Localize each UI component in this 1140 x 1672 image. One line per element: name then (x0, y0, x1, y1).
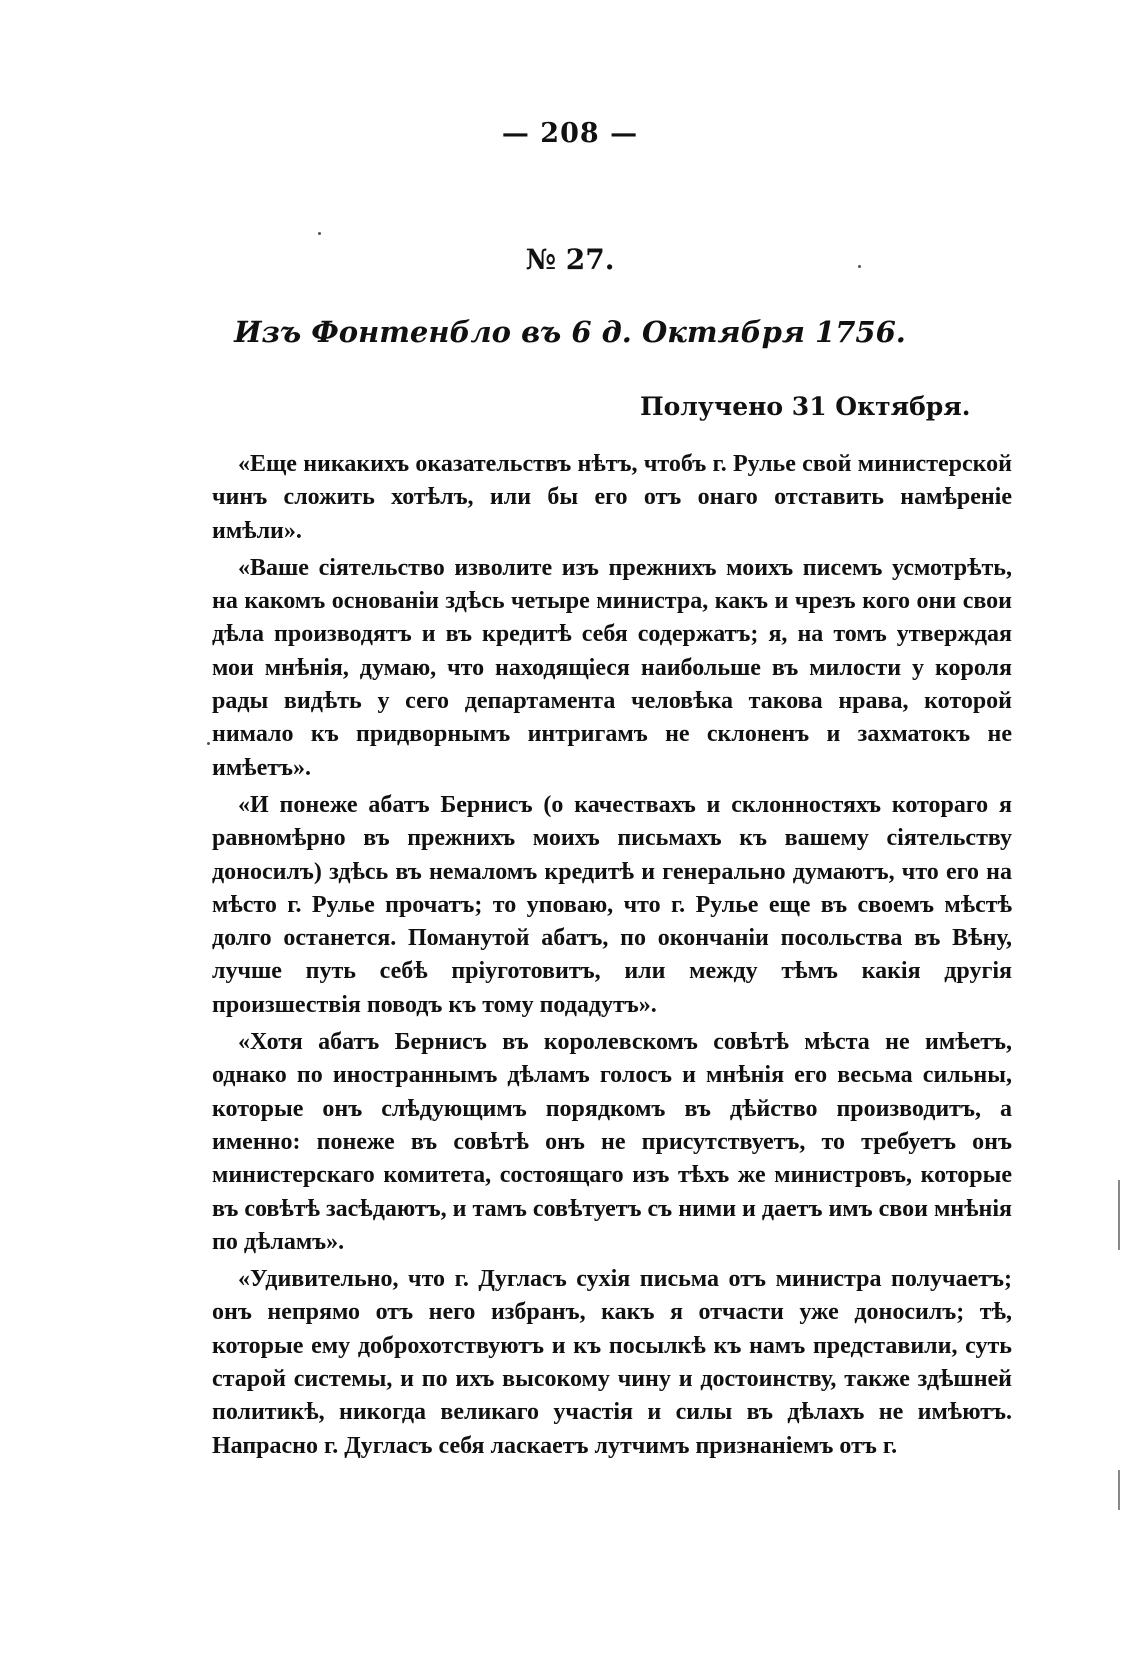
scan-edge-mark (1118, 1180, 1120, 1250)
paragraph: «Удивительно, что г. Дугласъ сухія письма отъ министра получаетъ; онъ непрямо отъ него избранъ, какъ я отчасти уже доносилъ; тѣ, которые ему доброхотствуютъ и къ посылкѣ къ намъ представили, суть старой системы, и по ихъ высокому чину и достоинству, также здѣшней политикѣ, никогда великаго участія и силы въ дѣлахъ не имѣютъ. Напрасно г. Дугласъ себя ласкаетъ лутчимъ признаніемъ отъ г. (212, 1266, 1012, 1459)
page-number: — 208 — (501, 118, 639, 149)
scan-speck (318, 232, 321, 235)
scan-speck (207, 742, 210, 745)
paragraph: «Еще никакихъ оказательствъ нѣтъ, чтобъ г. Рулье свой министерской чинъ сложить хотѣлъ, или бы его отъ онаго отставить намѣреніе имѣли». (212, 451, 1012, 544)
received-note: Получено 31 Октября. (640, 392, 971, 421)
paragraph: «Ваше сіятельство изволите изъ прежнихъ моихъ писемъ усмотрѣть, на какомъ основаніи здѣсь четыре министра, какъ и чрезъ кого они свои дѣла производятъ и въ кредитѣ себя содержатъ; я, на томъ утверждая мои мнѣнія, думаю, что находящіеся наибольше въ милости у короля рады видѣть у сего департамента человѣка такова нрава, которой нимало къ придворнымъ интригамъ не склоненъ и захматокъ не имѣетъ». (212, 554, 1012, 781)
dateline: Изъ Фонтенбло въ 6 д. Октября 1756. (234, 315, 906, 349)
paragraph: «И понеже абатъ Бернисъ (о качествахъ и склонностяхъ котораго я равномѣрно въ прежнихъ моихъ письмахъ къ вашему сіятельству доносилъ) здѣсь въ немаломъ кредитѣ и генерально думаютъ, что его на мѣсто г. Рулье прочатъ; то уповаю, что г. Рулье еще въ своемъ мѣстѣ долго останется. Поманутой абатъ, по окончаніи посольства въ Вѣну, лучше путь себѣ пріуготовитъ, или между тѣмъ какія другія произшествія поводъ къ тому подадутъ». (212, 791, 1012, 1018)
document-number: № 27. (525, 243, 615, 276)
letter-body (212, 448, 1012, 1467)
scan-speck (858, 265, 861, 268)
paragraph: «Хотя абатъ Бернисъ въ королевскомъ совѣтѣ мѣста не имѣетъ, однако по иностраннымъ дѣламъ голосъ и мнѣнія его весьма сильны, которые онъ слѣдующимъ порядкомъ въ дѣйство производитъ, а именно: понеже въ совѣтѣ онъ не присутствуетъ, то требуетъ онъ министерскаго комитета, состоящаго изъ тѣхъ же министровъ, которые въ совѣтѣ засѣдаютъ, и тамъ совѣтуетъ съ ними и даетъ имъ свои мнѣнія по дѣламъ». (212, 1029, 1012, 1255)
scan-edge-mark (1118, 1470, 1120, 1510)
